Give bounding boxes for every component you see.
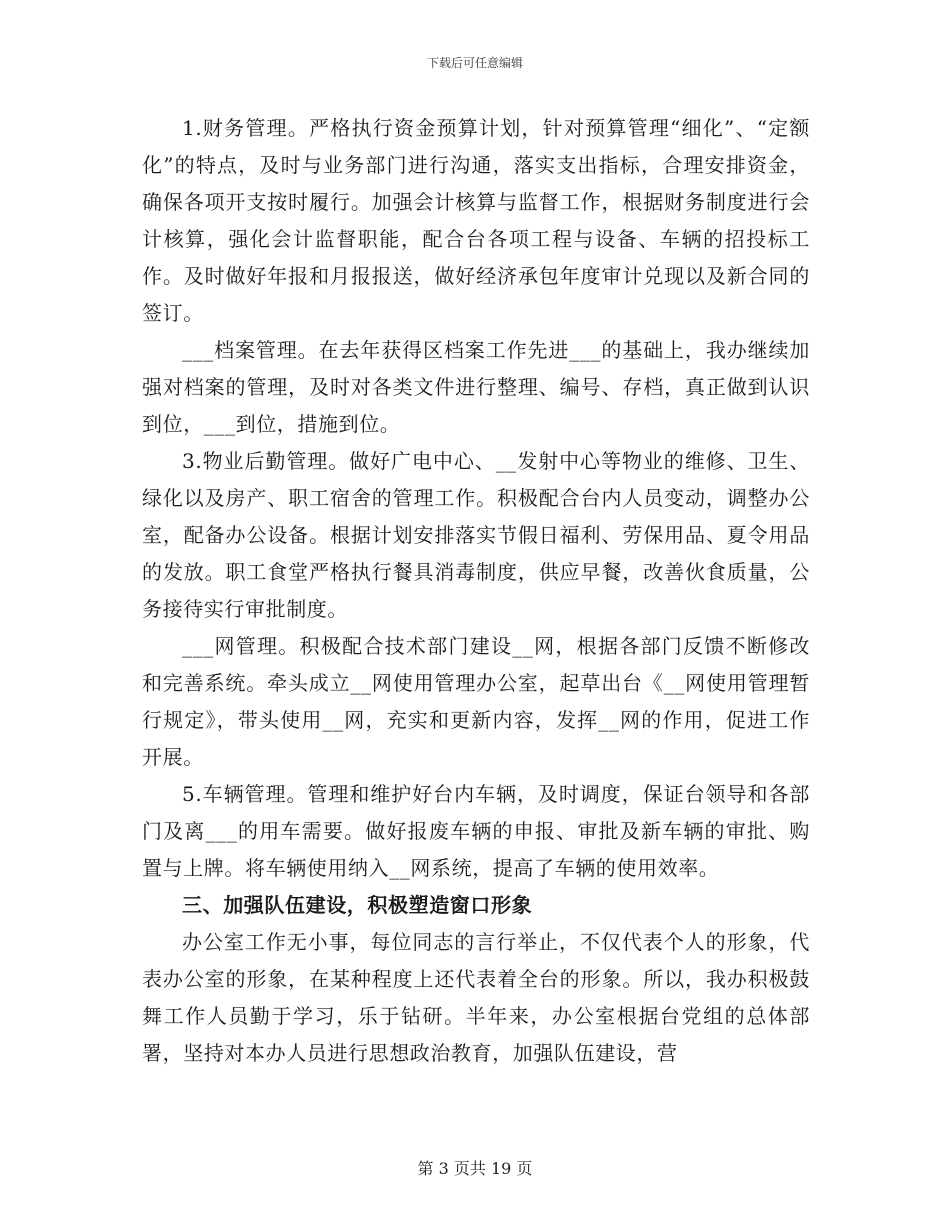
paragraph-property: 3.物业后勤管理。做好广电中心、__发射中心等物业的维修、卫生、绿化以及房产、职工宿舍的管理工作。积极配合台内人员变动，调整办公室，配备办公设备。根据计划安排落实节假日福利、劳保用品、夏令用品的发放。职工食堂严格执行餐具消毒制度，供应早餐，改善伙食质量，公务接待实行审批制度。 <box>142 449 810 621</box>
paragraph-vehicles: 5.车辆管理。管理和维护好台内车辆，及时调度，保证台领导和各部门及离___的用车需要。做好报废车辆的申报、审批及新车辆的审批、购置与上牌。将车辆使用纳入__网系统，提高了车辆的使用效率。 <box>142 782 810 880</box>
paragraph-team: 办公室工作无小事，每位同志的言行举止，不仅代表个人的形象，代表办公室的形象，在某种程度上还代表着全台的形象。所以，我办积极鼓舞工作人员勤于学习，乐于钻研。半年来，办公室根据台党组的总体部署，坚持对本办人员进行思想政治教育，加强队伍建设，营 <box>142 930 810 1065</box>
page-header: 下载后可任意编辑 <box>426 56 523 70</box>
document-body <box>142 110 810 1072</box>
page-number: 第 3 页共 19 页 <box>417 1159 533 1178</box>
paragraph-archives: ___档案管理。在去年获得区档案工作先进___的基础上，我办继续加强对档案的管理，及时对各类文件进行整理、编号、存档，真正做到认识到位，___到位，措施到位。 <box>142 338 810 436</box>
paragraph-network: ___网管理。积极配合技术部门建设__网，根据各部门反馈不断修改和完善系统。牵头成立__网使用管理办公室，起草出台《__网使用管理暂行规定》，带头使用__网，充实和更新内容，发挥__网的作用，促进工作开展。 <box>142 634 810 769</box>
section-heading: 三、加强队伍建设，积极塑造窗口形象 <box>182 893 533 917</box>
paragraph-finance: 1.财务管理。严格执行资金预算计划，针对预算管理“细化”、“定额化”的特点，及时与业务部门进行沟通，落实支出指标，合理安排资金，确保各项开支按时履行。加强会计核算与监督工作，根据财务制度进行会计核算，强化会计监督职能，配合台各项工程与设备、车辆的招投标工作。及时做好年报和月报报送，做好经济承包年度审计兑现以及新合同的签订。 <box>142 116 810 325</box>
